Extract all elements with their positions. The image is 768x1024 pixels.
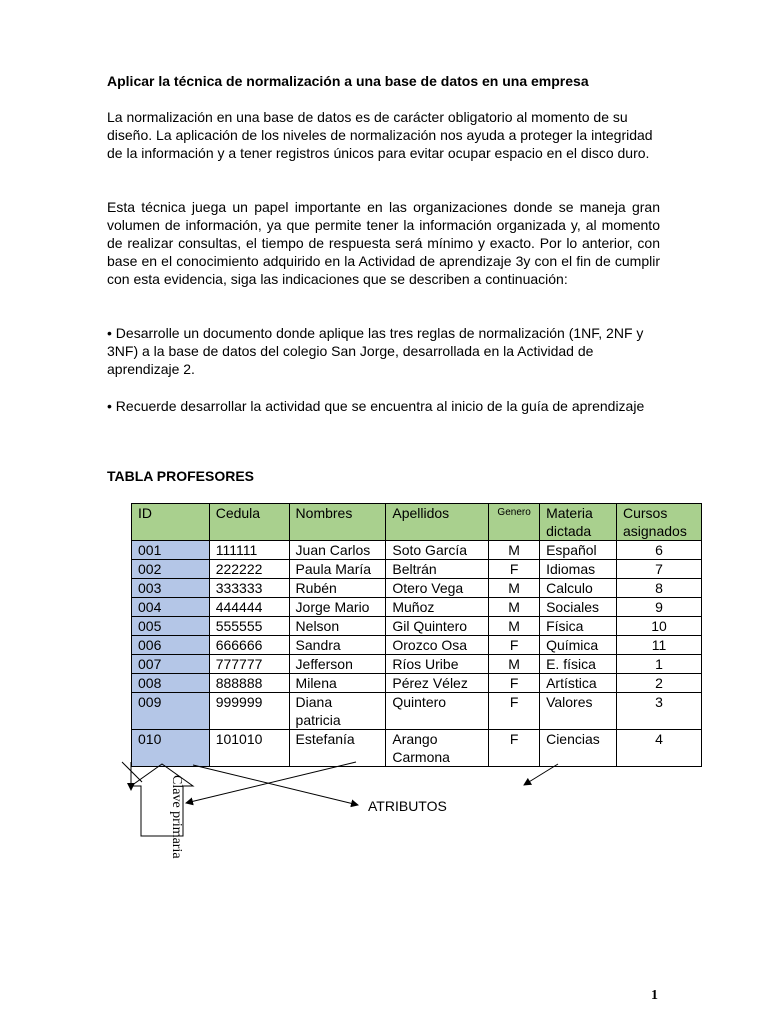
cell-apellidos: Beltrán — [386, 560, 489, 579]
table-row — [132, 617, 702, 636]
cell-cedula: 333333 — [209, 579, 289, 598]
cell-genero: F — [489, 693, 540, 730]
cell-apellidos: Quintero — [386, 693, 489, 730]
profesores-table — [131, 503, 702, 767]
cell-id: 010 — [132, 730, 210, 767]
cell-id: 004 — [132, 598, 210, 617]
cell-cursos: 10 — [617, 617, 702, 636]
cell-cursos: 7 — [617, 560, 702, 579]
cell-materia: Artística — [540, 674, 617, 693]
cell-cedula: 222222 — [209, 560, 289, 579]
cell-cursos: 11 — [617, 636, 702, 655]
bullet-reminder: • Recuerde desarrollar la actividad que se encuentra al inicio de la guía de aprendizaje — [107, 398, 645, 414]
cell-cedula: 888888 — [209, 674, 289, 693]
cell-cedula: 999999 — [209, 693, 289, 730]
cell-id: 006 — [132, 636, 210, 655]
table-row — [132, 730, 702, 767]
cell-cedula: 101010 — [209, 730, 289, 767]
cell-materia: Valores — [540, 693, 617, 730]
cell-genero: F — [489, 636, 540, 655]
cell-materia: Calculo — [540, 579, 617, 598]
header-genero: Genero — [489, 504, 540, 541]
page-number: 1 — [651, 988, 658, 1003]
cell-cursos: 4 — [617, 730, 702, 767]
table-row — [132, 579, 702, 598]
arrow-genero — [524, 764, 558, 785]
cell-nombres: Paula María — [289, 560, 386, 579]
cell-genero: M — [489, 541, 540, 560]
cell-cursos: 8 — [617, 579, 702, 598]
cell-genero: M — [489, 598, 540, 617]
table-row — [132, 655, 702, 674]
cell-id: 007 — [132, 655, 210, 674]
table-row — [132, 541, 702, 560]
cell-genero: M — [489, 617, 540, 636]
table-row — [132, 560, 702, 579]
cell-cedula: 777777 — [209, 655, 289, 674]
header-cedula: Cedula — [209, 504, 289, 541]
paragraph-importance: Esta técnica juega un papel importante en las organizaciones donde se maneja gran volumen de información, ya que permite tener la información organizada y, al momento de realizar consultas, el tiempo de respuesta será mínimo y exacto. Por lo anterior, con base en el conocimiento adquirido en la Actividad de aprendizaje 3y con el fin de cumplir con esta evidencia, siga las indicaciones que se describen a continuación: — [107, 199, 660, 287]
cell-id: 002 — [132, 560, 210, 579]
cell-genero: F — [489, 674, 540, 693]
cell-nombres: Milena — [289, 674, 386, 693]
cell-materia: Sociales — [540, 598, 617, 617]
table-row — [132, 598, 702, 617]
cell-genero: M — [489, 579, 540, 598]
cell-materia: E. física — [540, 655, 617, 674]
cell-nombres: Rubén — [289, 579, 386, 598]
cell-cedula: 555555 — [209, 617, 289, 636]
header-nombres: Nombres — [289, 504, 386, 541]
cell-cursos: 2 — [617, 674, 702, 693]
cell-genero: M — [489, 655, 540, 674]
header-cursos: Cursos asignados — [617, 504, 702, 541]
header-materia: Materia dictada — [540, 504, 617, 541]
cell-apellidos: Muñoz — [386, 598, 489, 617]
cell-cedula: 111111 — [209, 541, 289, 560]
cell-nombres: Jorge Mario — [289, 598, 386, 617]
cell-id: 005 — [132, 617, 210, 636]
document-title: Aplicar la técnica de normalización a una base de datos en una empresa — [107, 73, 589, 89]
header-id: ID — [132, 504, 210, 541]
cell-apellidos: Ríos Uribe — [386, 655, 489, 674]
cell-materia: Ciencias — [540, 730, 617, 767]
cell-materia: Español — [540, 541, 617, 560]
header-apellidos: Apellidos — [386, 504, 489, 541]
cell-apellidos: Otero Vega — [386, 579, 489, 598]
cell-genero: F — [489, 560, 540, 579]
cell-nombres: Estefanía — [289, 730, 386, 767]
cell-cedula: 444444 — [209, 598, 289, 617]
atributos-label: ATRIBUTOS — [368, 798, 447, 814]
bullet-normalization-task: • Desarrolle un documento donde aplique las tres reglas de normalización (1NF, 2NF y 3NF) a la base de datos del colegio San Jorge, desarrollada en la Actividad de aprendizaje 2. — [107, 325, 644, 377]
cell-id: 008 — [132, 674, 210, 693]
cell-cursos: 9 — [617, 598, 702, 617]
arrow-atributos-left — [193, 765, 358, 805]
cell-nombres: Diana patricia — [289, 693, 386, 730]
cell-apellidos: Pérez Vélez — [386, 674, 489, 693]
cell-cursos: 6 — [617, 541, 702, 560]
cell-cedula: 666666 — [209, 636, 289, 655]
table-row — [132, 693, 702, 730]
cell-id: 001 — [132, 541, 210, 560]
cell-apellidos: Orozco Osa — [386, 636, 489, 655]
table-header-row — [132, 504, 702, 541]
cell-nombres: Jefferson — [289, 655, 386, 674]
cell-materia: Química — [540, 636, 617, 655]
paragraph-intro: La normalización en una base de datos es de carácter obligatorio al momento de su diseño. La aplicación de los niveles de normalización nos ayuda a proteger la integridad de la información y a tener registros únicos para evitar ocupar espacio en el disco duro. — [107, 109, 653, 161]
cell-nombres: Juan Carlos — [289, 541, 386, 560]
cell-cursos: 1 — [617, 655, 702, 674]
arrow-atributos-right — [186, 762, 356, 803]
cell-apellidos: Gil Quintero — [386, 617, 489, 636]
cell-nombres: Nelson — [289, 617, 386, 636]
cell-apellidos: Soto García — [386, 541, 489, 560]
table-row — [132, 636, 702, 655]
cell-id: 003 — [132, 579, 210, 598]
cell-cursos: 3 — [617, 693, 702, 730]
clave-primaria-label: Clave primaria — [169, 775, 184, 859]
cell-id: 009 — [132, 693, 210, 730]
table-title: TABLA PROFESORES — [107, 468, 255, 484]
cell-materia: Física — [540, 617, 617, 636]
table-row — [132, 674, 702, 693]
cell-materia: Idiomas — [540, 560, 617, 579]
cell-apellidos: Arango Carmona — [386, 730, 489, 767]
cell-nombres: Sandra — [289, 636, 386, 655]
cell-genero: F — [489, 730, 540, 767]
